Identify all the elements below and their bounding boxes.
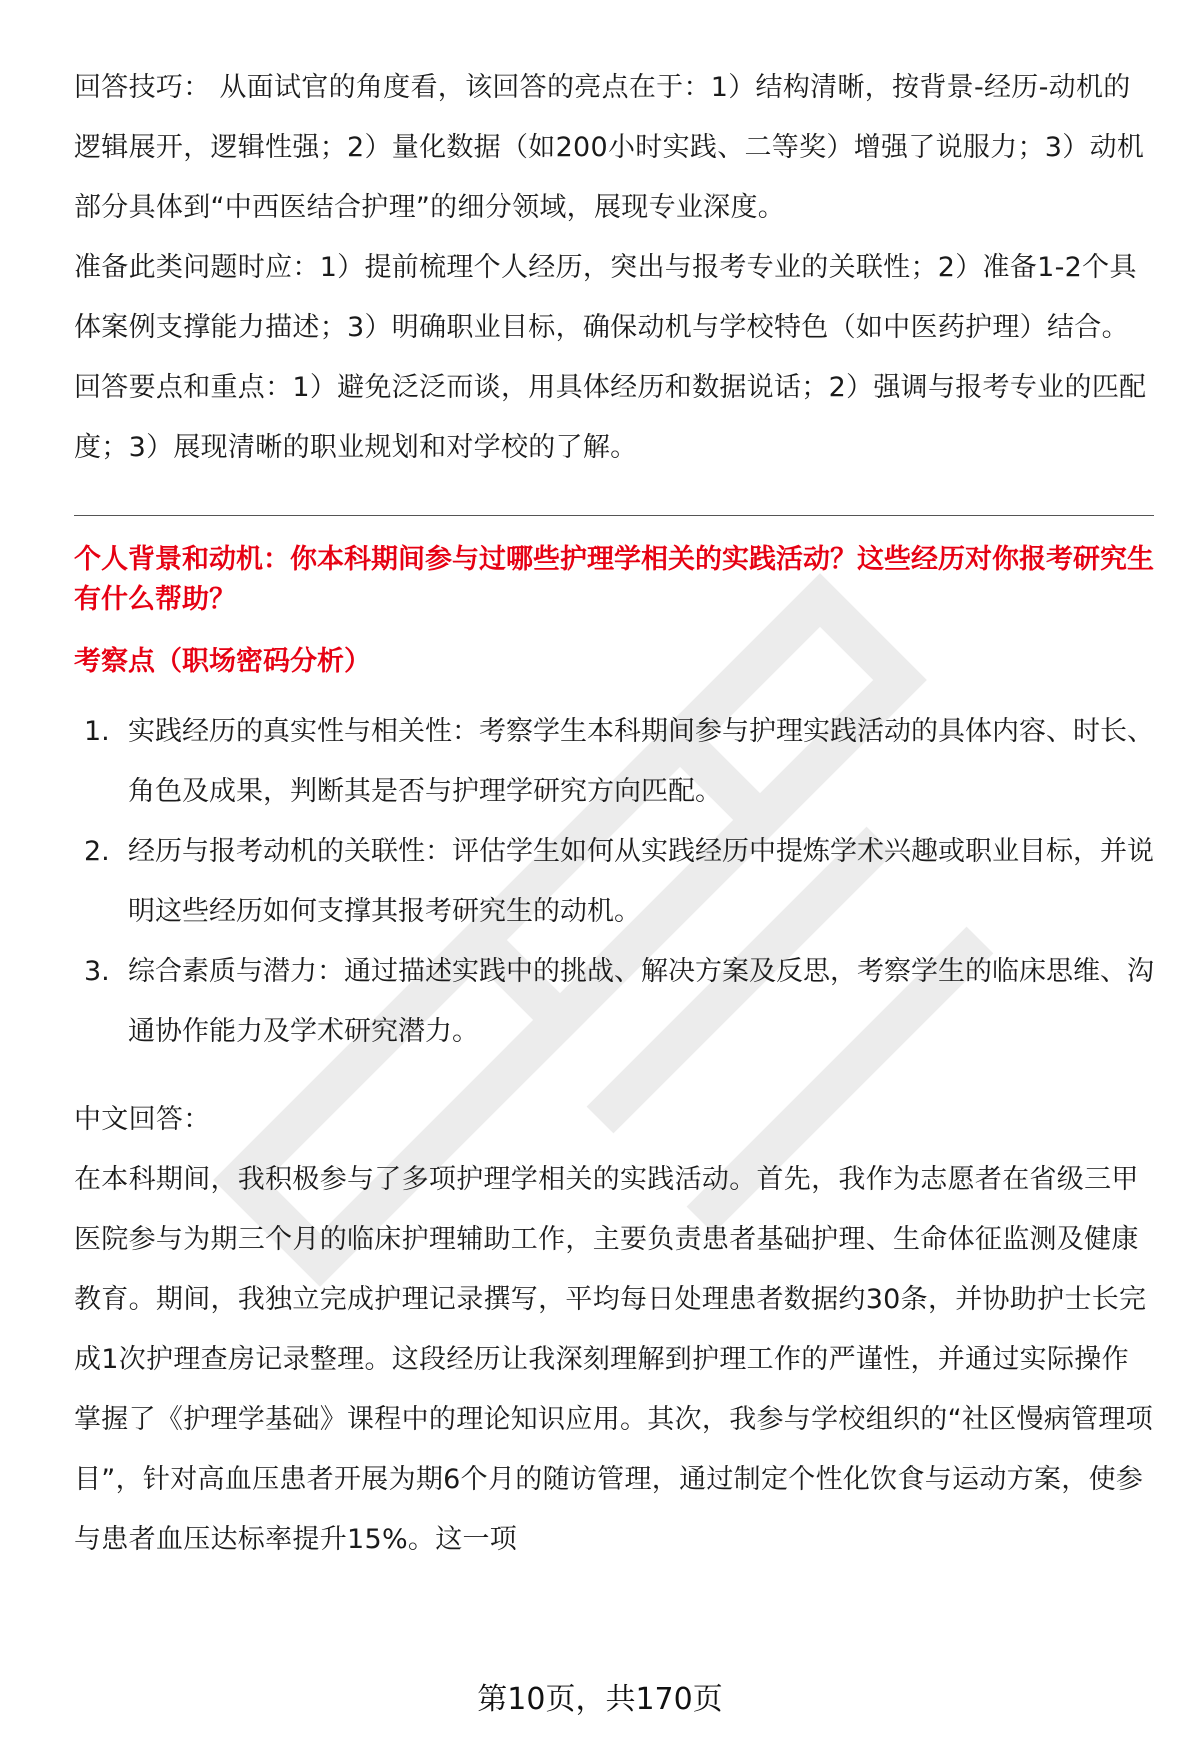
list-item xyxy=(74,822,1154,942)
assessment-heading: 考察点（职场密码分析） xyxy=(74,646,371,677)
key-points-paragraph: 回答要点和重点：1）避免泛泛而谈，用具体经历和数据说话；2）强调与报考专业的匹配度；3）展现清晰的职业规划和对学校的了解。 xyxy=(74,372,1147,463)
answer-tips-paragraph: 回答技巧： 从面试官的角度看，该回答的亮点在于：1）结构清晰，按背景-经历-动机的逻辑展开，逻辑性强；2）量化数据（如200小时实践、二等奖）增强了说服力；3）动机部分具体到“中西医结合护理”的细分领域，展现专业深度。 xyxy=(74,72,1145,223)
list-item-number: 2. xyxy=(84,836,110,867)
list-item-text: 综合素质与潜力：通过描述实践中的挑战、解决方案及反思，考察学生的临床思维、沟通协作能力及学术研究潜力。 xyxy=(128,956,1154,1047)
list-item-number: 3. xyxy=(84,956,110,987)
answer-label: 中文回答： xyxy=(74,1104,211,1135)
list-item-text: 实践经历的真实性与相关性：考察学生本科期间参与护理实践活动的具体内容、时长、角色及成果，判断其是否与护理学研究方向匹配。 xyxy=(128,716,1154,807)
list-item xyxy=(74,942,1154,1062)
page-number: 第10页，共170页 xyxy=(477,1682,723,1717)
assessment-list xyxy=(74,702,1154,1062)
answer-body: 在本科期间，我积极参与了多项护理学相关的实践活动。首先，我作为志愿者在省级三甲医院参与为期三个月的临床护理辅助工作，主要负责患者基础护理、生命体征监测及健康教育。期间，我独立完成护理记录撰写，平均每日处理患者数据约30条，并协助护士长完成1次护理查房记录整理。这段经历让我深刻理解到护理工作的严谨性，并通过实际操作掌握了《护理学基础》课程中的理论知识应用。其次，我参与学校组织的“社区慢病管理项目”，针对高血压患者开展为期6个月的随访管理，通过制定个性化饮食与运动方案，使参与患者血压达标率提升15%。这一项 xyxy=(74,1164,1153,1555)
document-page xyxy=(74,58,1154,1570)
preparation-paragraph: 准备此类问题时应：1）提前梳理个人经历，突出与报考专业的关联性；2）准备1-2个具体案例支撑能力描述；3）明确职业目标，确保动机与学校特色（如中医药护理）结合。 xyxy=(74,252,1137,343)
list-item xyxy=(74,702,1154,822)
list-item-text: 经历与报考动机的关联性：评估学生如何从实践经历中提炼学术兴趣或职业目标，并说明这些经历如何支撑其报考研究生的动机。 xyxy=(128,836,1154,927)
list-item-number: 1. xyxy=(84,716,110,747)
question-heading: 个人背景和动机：你本科期间参与过哪些护理学相关的实践活动？这些经历对你报考研究生有什么帮助？ xyxy=(74,544,1154,615)
section-divider xyxy=(74,515,1154,516)
